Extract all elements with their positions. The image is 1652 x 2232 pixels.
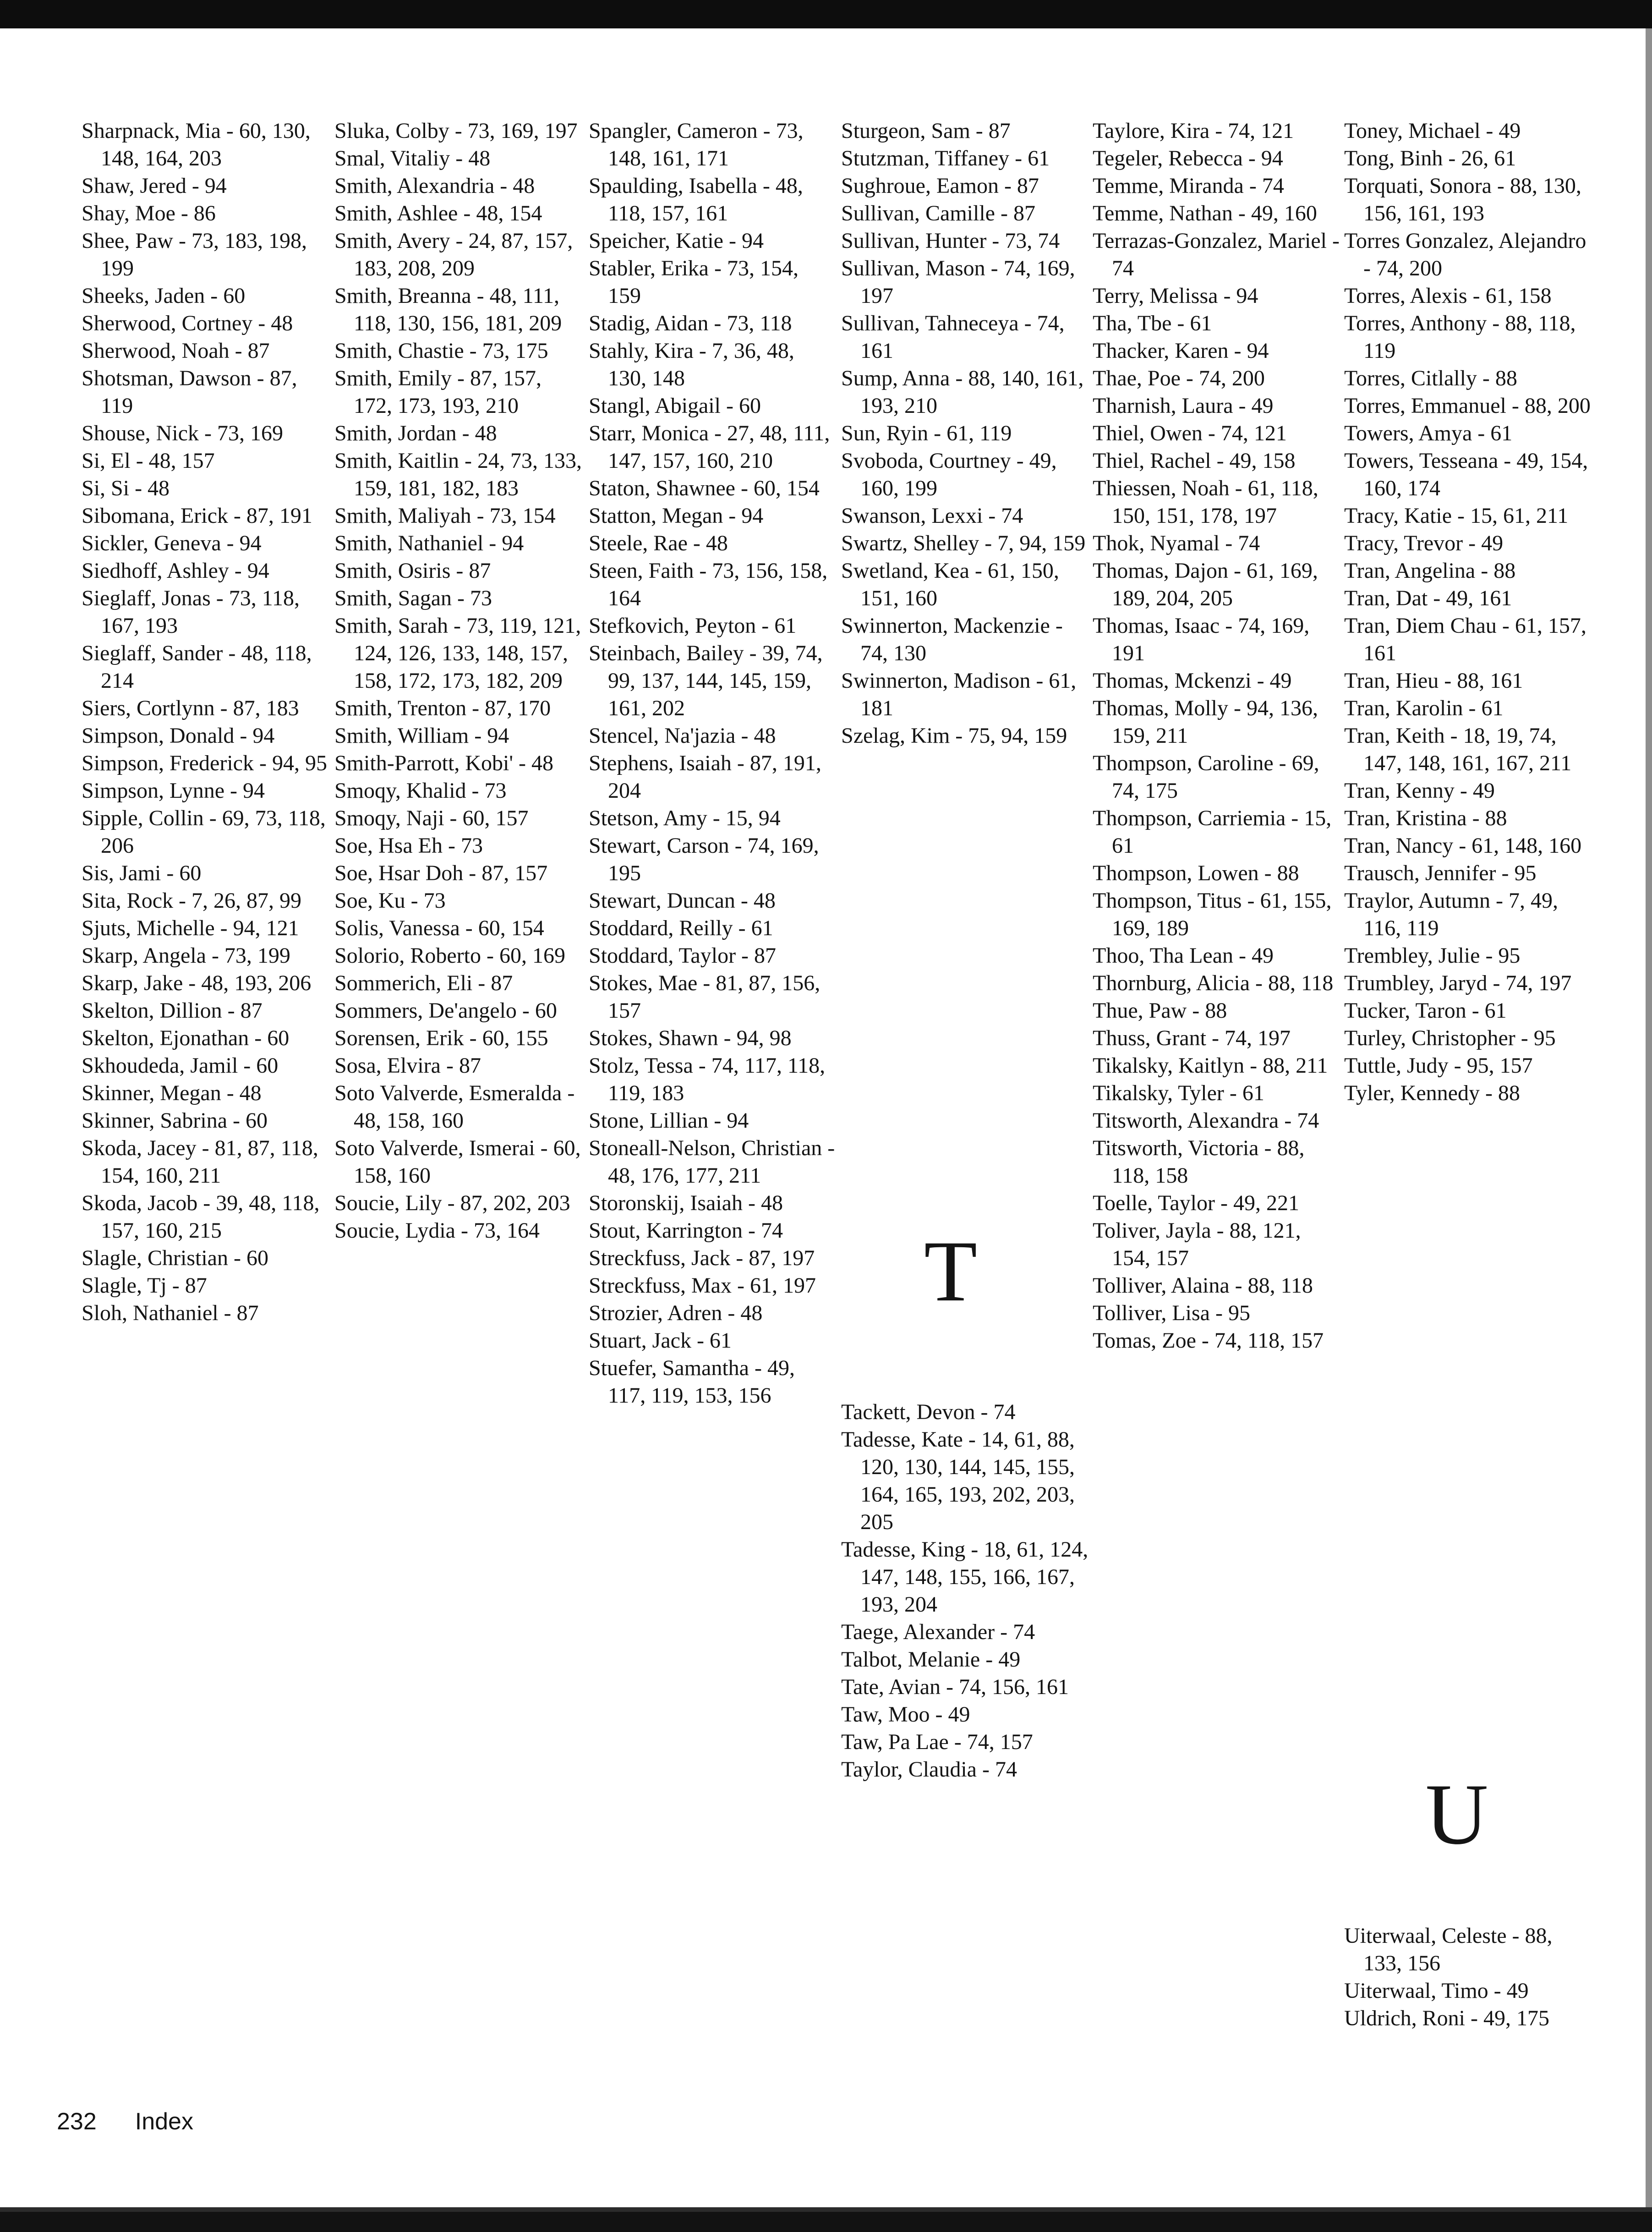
index-entry: Thue, Paw - 88 — [1093, 998, 1227, 1023]
page-footer — [57, 2108, 232, 2135]
index-column-6-u — [1344, 1922, 1592, 2032]
index-entry: Soe, Hsa Eh - 73 — [334, 834, 483, 858]
index-entry: Tolliver, Lisa - 95 — [1093, 1301, 1250, 1325]
index-column-5 — [1093, 117, 1340, 1355]
index-entry: Soucie, Lily - 87, 202, 203 — [334, 1191, 570, 1215]
index-entry: Stewart, Duncan - 48 — [589, 888, 776, 913]
index-entry: Smith, Breanna - 48, 111, 118, 130, 156, 181, 209 — [334, 284, 562, 335]
index-entry: Sommerich, Eli - 87 — [334, 971, 513, 995]
index-entry: Thomas, Molly - 94, 136, 159, 211 — [1093, 696, 1318, 748]
index-entry: Siers, Cortlynn - 87, 183 — [82, 696, 299, 720]
index-entry: Steen, Faith - 73, 156, 158, 164 — [589, 559, 828, 610]
index-entry: Stone, Lillian - 94 — [589, 1108, 749, 1133]
index-entry: Smith, Avery - 24, 87, 157, 183, 208, 209 — [334, 229, 573, 280]
index-entry: Swartz, Shelley - 7, 94, 159 — [841, 531, 1086, 555]
index-entry: Smith, Sagan - 73 — [334, 586, 492, 610]
index-entry: Skarp, Angela - 73, 199 — [82, 943, 290, 968]
index-entry: Tong, Binh - 26, 61 — [1344, 146, 1516, 170]
index-entry: Swinnerton, Mackenzie - 74, 130 — [841, 614, 1063, 665]
index-entry: Tikalsky, Kaitlyn - 88, 211 — [1093, 1053, 1328, 1078]
bottom-scan-border — [0, 2212, 1652, 2232]
page-number: 232 — [57, 2108, 97, 2135]
index-entry: Speicher, Katie - 94 — [589, 229, 764, 253]
index-entry: Smith, Emily - 87, 157, 172, 173, 193, 210 — [334, 366, 542, 418]
index-entry: Terrazas-Gonzalez, Mariel - 74 — [1093, 229, 1340, 280]
index-entry: Sorensen, Erik - 60, 155 — [334, 1026, 548, 1050]
index-entry: Smith, Maliyah - 73, 154 — [334, 504, 556, 528]
index-entry: Stokes, Mae - 81, 87, 156, 157 — [589, 971, 821, 1023]
index-entry: Sjuts, Michelle - 94, 121 — [82, 916, 299, 940]
index-entry: Stutzman, Tiffaney - 61 — [841, 146, 1050, 170]
index-entry: Simpson, Frederick - 94, 95 — [82, 751, 327, 775]
index-entry: Sheeks, Jaden - 60 — [82, 284, 246, 308]
index-entry: Tran, Karolin - 61 — [1344, 696, 1504, 720]
index-entry: Skelton, Ejonathan - 60 — [82, 1026, 290, 1050]
index-entry: Stuefer, Samantha - 49, 117, 119, 153, 156 — [589, 1356, 795, 1408]
index-column-4-t — [841, 1398, 1089, 1783]
index-entry: Titsworth, Alexandra - 74 — [1093, 1108, 1319, 1133]
index-entry: Swetland, Kea - 61, 150, 151, 160 — [841, 559, 1059, 610]
index-entry: Skoda, Jacey - 81, 87, 118, 154, 160, 211 — [82, 1136, 318, 1188]
index-entry: Svoboda, Courtney - 49, 160, 199 — [841, 449, 1057, 500]
index-entry: Towers, Amya - 61 — [1344, 421, 1513, 445]
index-column-4 — [841, 117, 1089, 750]
index-entry: Smith, Sarah - 73, 119, 121, 124, 126, 133, 148, 157, 158, 172, 173, 182, 209 — [334, 614, 581, 693]
index-entry: Sis, Jami - 60 — [82, 861, 202, 885]
index-entry: Smith, William - 94 — [334, 724, 509, 748]
index-entry: Toelle, Taylor - 49, 221 — [1093, 1191, 1299, 1215]
index-entry: Uiterwaal, Celeste - 88, 133, 156 — [1344, 1924, 1553, 1975]
index-entry: Sibomana, Erick - 87, 191 — [82, 504, 312, 528]
index-column-6 — [1344, 117, 1592, 1107]
index-entry: Uiterwaal, Timo - 49 — [1344, 1979, 1529, 2003]
index-entry: Stolz, Tessa - 74, 117, 118, 119, 183 — [589, 1053, 826, 1105]
index-entry: Sullivan, Tahneceya - 74, 161 — [841, 311, 1065, 363]
index-entry: Smith, Jordan - 48 — [334, 421, 497, 445]
index-entry: Skinner, Megan - 48 — [82, 1081, 262, 1105]
index-entry: Tyler, Kennedy - 88 — [1344, 1081, 1520, 1105]
index-entry: Sosa, Elvira - 87 — [334, 1053, 481, 1078]
index-entry: Soe, Hsar Doh - 87, 157 — [334, 861, 548, 885]
index-entry: Skhoudeda, Jamil - 60 — [82, 1053, 279, 1078]
index-entry: Toney, Michael - 49 — [1344, 119, 1521, 143]
index-entry: Sommers, De'angelo - 60 — [334, 998, 557, 1023]
index-entry: Thompson, Titus - 61, 155, 169, 189 — [1093, 888, 1332, 940]
index-entry: Soucie, Lydia - 73, 164 — [334, 1218, 540, 1243]
index-entry: Staton, Shawnee - 60, 154 — [589, 476, 820, 500]
index-entry: Tran, Angelina - 88 — [1344, 559, 1516, 583]
index-entry: Stewart, Carson - 74, 169, 195 — [589, 834, 819, 885]
index-entry: Smith, Alexandria - 48 — [334, 174, 535, 198]
section-letter-t: T — [924, 1223, 978, 1320]
index-entry: Thuss, Grant - 74, 197 — [1093, 1026, 1291, 1050]
index-entry: Taylore, Kira - 74, 121 — [1093, 119, 1294, 143]
index-entry: Sita, Rock - 7, 26, 87, 99 — [82, 888, 301, 913]
index-entry: Shaw, Jered - 94 — [82, 174, 227, 198]
index-entry: Starr, Monica - 27, 48, 111, 147, 157, 160, 210 — [589, 421, 830, 473]
index-entry: Shay, Moe - 86 — [82, 201, 216, 225]
index-entry: Temme, Miranda - 74 — [1093, 174, 1284, 198]
index-entry: Taege, Alexander - 74 — [841, 1620, 1035, 1644]
index-entry: Sipple, Collin - 69, 73, 118, 206 — [82, 806, 326, 858]
index-entry: Tuttle, Judy - 95, 157 — [1344, 1053, 1533, 1078]
index-entry: Turley, Christopher - 95 — [1344, 1026, 1556, 1050]
index-entry: Streckfuss, Max - 61, 197 — [589, 1273, 816, 1298]
index-entry: Titsworth, Victoria - 88, 118, 158 — [1093, 1136, 1305, 1188]
index-entry: Simpson, Lynne - 94 — [82, 779, 265, 803]
index-entry: Skelton, Dillion - 87 — [82, 998, 263, 1023]
index-entry: Trausch, Jennifer - 95 — [1344, 861, 1537, 885]
index-entry: Streckfuss, Jack - 87, 197 — [589, 1246, 815, 1270]
index-entry: Tha, Tbe - 61 — [1093, 311, 1212, 335]
index-entry: Stoddard, Reilly - 61 — [589, 916, 773, 940]
index-entry: Si, El - 48, 157 — [82, 449, 215, 473]
index-entry: Thompson, Caroline - 69, 74, 175 — [1093, 751, 1319, 803]
index-entry: Sharpnack, Mia - 60, 130, 148, 164, 203 — [82, 119, 311, 170]
index-entry: Skarp, Jake - 48, 193, 206 — [82, 971, 312, 995]
index-entry: Smith, Osiris - 87 — [334, 559, 491, 583]
index-entry: Tran, Kenny - 49 — [1344, 779, 1495, 803]
index-entry: Temme, Nathan - 49, 160 — [1093, 201, 1317, 225]
index-entry: Tadesse, King - 18, 61, 124, 147, 148, 155, 166, 167, 193, 204 — [841, 1537, 1089, 1617]
index-entry: Torquati, Sonora - 88, 130, 156, 161, 193 — [1344, 174, 1581, 225]
index-entry: Thomas, Dajon - 61, 169, 189, 204, 205 — [1093, 559, 1318, 610]
index-entry: Skoda, Jacob - 39, 48, 118, 157, 160, 215 — [82, 1191, 320, 1243]
index-entry: Tomas, Zoe - 74, 118, 157 — [1093, 1328, 1324, 1353]
index-entry: Steinbach, Bailey - 39, 74, 99, 137, 144, 145, 159, 161, 202 — [589, 641, 823, 720]
index-entry: Sieglaff, Sander - 48, 118, 214 — [82, 641, 312, 693]
index-entry: Tolliver, Alaina - 88, 118 — [1093, 1273, 1313, 1298]
index-entry: Smoqy, Khalid - 73 — [334, 779, 507, 803]
index-entry: Tran, Dat - 49, 161 — [1344, 586, 1512, 610]
index-entry: Stuart, Jack - 61 — [589, 1328, 732, 1353]
index-entry: Tracy, Katie - 15, 61, 211 — [1344, 504, 1569, 528]
index-entry: Smith, Ashlee - 48, 154 — [334, 201, 542, 225]
index-entry: Swinnerton, Madison - 61, 181 — [841, 669, 1077, 720]
index-entry: Si, Si - 48 — [82, 476, 170, 500]
index-entry: Taw, Moo - 49 — [841, 1702, 970, 1727]
index-entry: Torres, Emmanuel - 88, 200 — [1344, 394, 1591, 418]
index-entry: Smith, Chastie - 73, 175 — [334, 339, 548, 363]
index-entry: Stephens, Isaiah - 87, 191, 204 — [589, 751, 821, 803]
index-entry: Toliver, Jayla - 88, 121, 154, 157 — [1093, 1218, 1301, 1270]
index-entry: Thae, Poe - 74, 200 — [1093, 366, 1265, 390]
index-entry: Thiel, Rachel - 49, 158 — [1093, 449, 1296, 473]
index-entry: Smith, Nathaniel - 94 — [334, 531, 524, 555]
top-scan-border — [0, 0, 1652, 28]
index-entry: Torres Gonzalez, Alejandro - 74, 200 — [1344, 229, 1586, 280]
index-entry: Soto Valverde, Ismerai - 60, 158, 160 — [334, 1136, 581, 1188]
index-entry: Sieglaff, Jonas - 73, 118, 167, 193 — [82, 586, 300, 638]
index-entry: Statton, Megan - 94 — [589, 504, 764, 528]
index-entry: Stadig, Aidan - 73, 118 — [589, 311, 792, 335]
index-entry: Towers, Tesseana - 49, 154, 160, 174 — [1344, 449, 1588, 500]
bottom-scan-stripe — [0, 2207, 1652, 2212]
index-entry: Shouse, Nick - 73, 169 — [82, 421, 283, 445]
index-entry: Szelag, Kim - 75, 94, 159 — [841, 724, 1067, 748]
right-page-edge — [1646, 28, 1652, 2212]
index-entry: Tegeler, Rebecca - 94 — [1093, 146, 1283, 170]
index-entry: Smoqy, Naji - 60, 157 — [334, 806, 529, 830]
index-entry: Tadesse, Kate - 14, 61, 88, 120, 130, 144, 145, 155, 164, 165, 193, 202, 203, 205 — [841, 1427, 1075, 1534]
index-entry: Tran, Kristina - 88 — [1344, 806, 1507, 830]
index-entry: Skinner, Sabrina - 60 — [82, 1108, 268, 1133]
index-entry: Stout, Karrington - 74 — [589, 1218, 783, 1243]
index-entry: Tucker, Taron - 61 — [1344, 998, 1507, 1023]
section-name: Index — [135, 2108, 193, 2135]
index-entry: Thok, Nyamal - 74 — [1093, 531, 1260, 555]
index-entry: Stetson, Amy - 15, 94 — [589, 806, 781, 830]
index-entry: Smal, Vitaliy - 48 — [334, 146, 491, 170]
index-entry: Tate, Avian - 74, 156, 161 — [841, 1675, 1069, 1699]
index-entry: Thornburg, Alicia - 88, 118 — [1093, 971, 1334, 995]
index-entry: Shotsman, Dawson - 87, 119 — [82, 366, 297, 418]
index-entry: Sickler, Geneva - 94 — [82, 531, 262, 555]
index-entry: Spangler, Cameron - 73, 148, 161, 171 — [589, 119, 804, 170]
index-entry: Sluka, Colby - 73, 169, 197 — [334, 119, 578, 143]
index-entry: Simpson, Donald - 94 — [82, 724, 275, 748]
index-entry: Tracy, Trevor - 49 — [1344, 531, 1504, 555]
index-entry: Sloh, Nathaniel - 87 — [82, 1301, 259, 1325]
index-entry: Slagle, Christian - 60 — [82, 1246, 268, 1270]
index-entry: Solorio, Roberto - 60, 169 — [334, 943, 565, 968]
index-entry: Thompson, Carriemia - 15, 61 — [1093, 806, 1332, 858]
index-entry: Terry, Melissa - 94 — [1093, 284, 1258, 308]
index-entry: Tran, Diem Chau - 61, 157, 161 — [1344, 614, 1586, 665]
index-entry: Trembley, Julie - 95 — [1344, 943, 1521, 968]
index-column-1 — [82, 117, 329, 1327]
index-entry: Sump, Anna - 88, 140, 161, 193, 210 — [841, 366, 1084, 418]
index-entry: Torres, Anthony - 88, 118, 119 — [1344, 311, 1576, 363]
index-entry: Strozier, Adren - 48 — [589, 1301, 763, 1325]
index-entry: Thiessen, Noah - 61, 118, 150, 151, 178, 197 — [1093, 476, 1318, 528]
index-entry: Shee, Paw - 73, 183, 198, 199 — [82, 229, 307, 280]
index-column-2 — [334, 117, 582, 1245]
index-entry: Thacker, Karen - 94 — [1093, 339, 1269, 363]
index-column-3 — [589, 117, 836, 1409]
index-entry: Sherwood, Cortney - 48 — [82, 311, 293, 335]
index-entry: Trumbley, Jaryd - 74, 197 — [1344, 971, 1572, 995]
index-entry: Tharnish, Laura - 49 — [1093, 394, 1274, 418]
index-entry: Storonskij, Isaiah - 48 — [589, 1191, 783, 1215]
index-entry: Soe, Ku - 73 — [334, 888, 446, 913]
index-entry: Thompson, Lowen - 88 — [1093, 861, 1299, 885]
index-entry: Tackett, Devon - 74 — [841, 1400, 1016, 1424]
index-entry: Torres, Alexis - 61, 158 — [1344, 284, 1552, 308]
index-entry: Smith, Trenton - 87, 170 — [334, 696, 551, 720]
index-entry: Solis, Vanessa - 60, 154 — [334, 916, 544, 940]
index-entry: Torres, Citlally - 88 — [1344, 366, 1517, 390]
index-entry: Smith-Parrott, Kobi' - 48 — [334, 751, 553, 775]
index-entry: Talbot, Melanie - 49 — [841, 1647, 1021, 1672]
index-entry: Sullivan, Camille - 87 — [841, 201, 1035, 225]
index-entry: Steele, Rae - 48 — [589, 531, 728, 555]
index-entry: Sherwood, Noah - 87 — [82, 339, 270, 363]
index-entry: Tran, Keith - 18, 19, 74, 147, 148, 161, 167, 211 — [1344, 724, 1572, 775]
index-entry: Tran, Hieu - 88, 161 — [1344, 669, 1523, 693]
index-entry: Slagle, Tj - 87 — [82, 1273, 207, 1298]
index-entry: Stangl, Abigail - 60 — [589, 394, 761, 418]
index-entry: Taw, Pa Lae - 74, 157 — [841, 1730, 1033, 1754]
index-entry: Thiel, Owen - 74, 121 — [1093, 421, 1287, 445]
index-entry: Swanson, Lexxi - 74 — [841, 504, 1023, 528]
index-entry: Sullivan, Hunter - 73, 74 — [841, 229, 1060, 253]
index-entry: Stabler, Erika - 73, 154, 159 — [589, 256, 799, 308]
index-entry: Stokes, Shawn - 94, 98 — [589, 1026, 792, 1050]
index-entry: Traylor, Autumn - 7, 49, 116, 119 — [1344, 888, 1558, 940]
index-entry: Stencel, Na'jazia - 48 — [589, 724, 776, 748]
index-entry: Siedhoff, Ashley - 94 — [82, 559, 269, 583]
index-entry: Sughroue, Eamon - 87 — [841, 174, 1039, 198]
index-entry: Stoddard, Taylor - 87 — [589, 943, 777, 968]
index-entry: Soto Valverde, Esmeralda - 48, 158, 160 — [334, 1081, 575, 1133]
index-entry: Tran, Nancy - 61, 148, 160 — [1344, 834, 1582, 858]
index-entry: Thomas, Isaac - 74, 169, 191 — [1093, 614, 1310, 665]
index-entry: Sun, Ryin - 61, 119 — [841, 421, 1012, 445]
index-entry: Stoneall-Nelson, Christian - 48, 176, 177, 211 — [589, 1136, 835, 1188]
index-entry: Spaulding, Isabella - 48, 118, 157, 161 — [589, 174, 803, 225]
index-entry: Uldrich, Roni - 49, 175 — [1344, 2006, 1549, 2030]
index-entry: Stefkovich, Peyton - 61 — [589, 614, 797, 638]
index-entry: Taylor, Claudia - 74 — [841, 1757, 1017, 1782]
index-entry: Tikalsky, Tyler - 61 — [1093, 1081, 1264, 1105]
index-entry: Thoo, Tha Lean - 49 — [1093, 943, 1274, 968]
index-entry: Thomas, Mckenzi - 49 — [1093, 669, 1292, 693]
index-entry: Smith, Kaitlin - 24, 73, 133, 159, 181, 182, 183 — [334, 449, 582, 500]
index-entry: Sturgeon, Sam - 87 — [841, 119, 1011, 143]
section-letter-u: U — [1425, 1766, 1488, 1863]
index-entry: Sullivan, Mason - 74, 169, 197 — [841, 256, 1075, 308]
index-entry: Stahly, Kira - 7, 36, 48, 130, 148 — [589, 339, 794, 390]
